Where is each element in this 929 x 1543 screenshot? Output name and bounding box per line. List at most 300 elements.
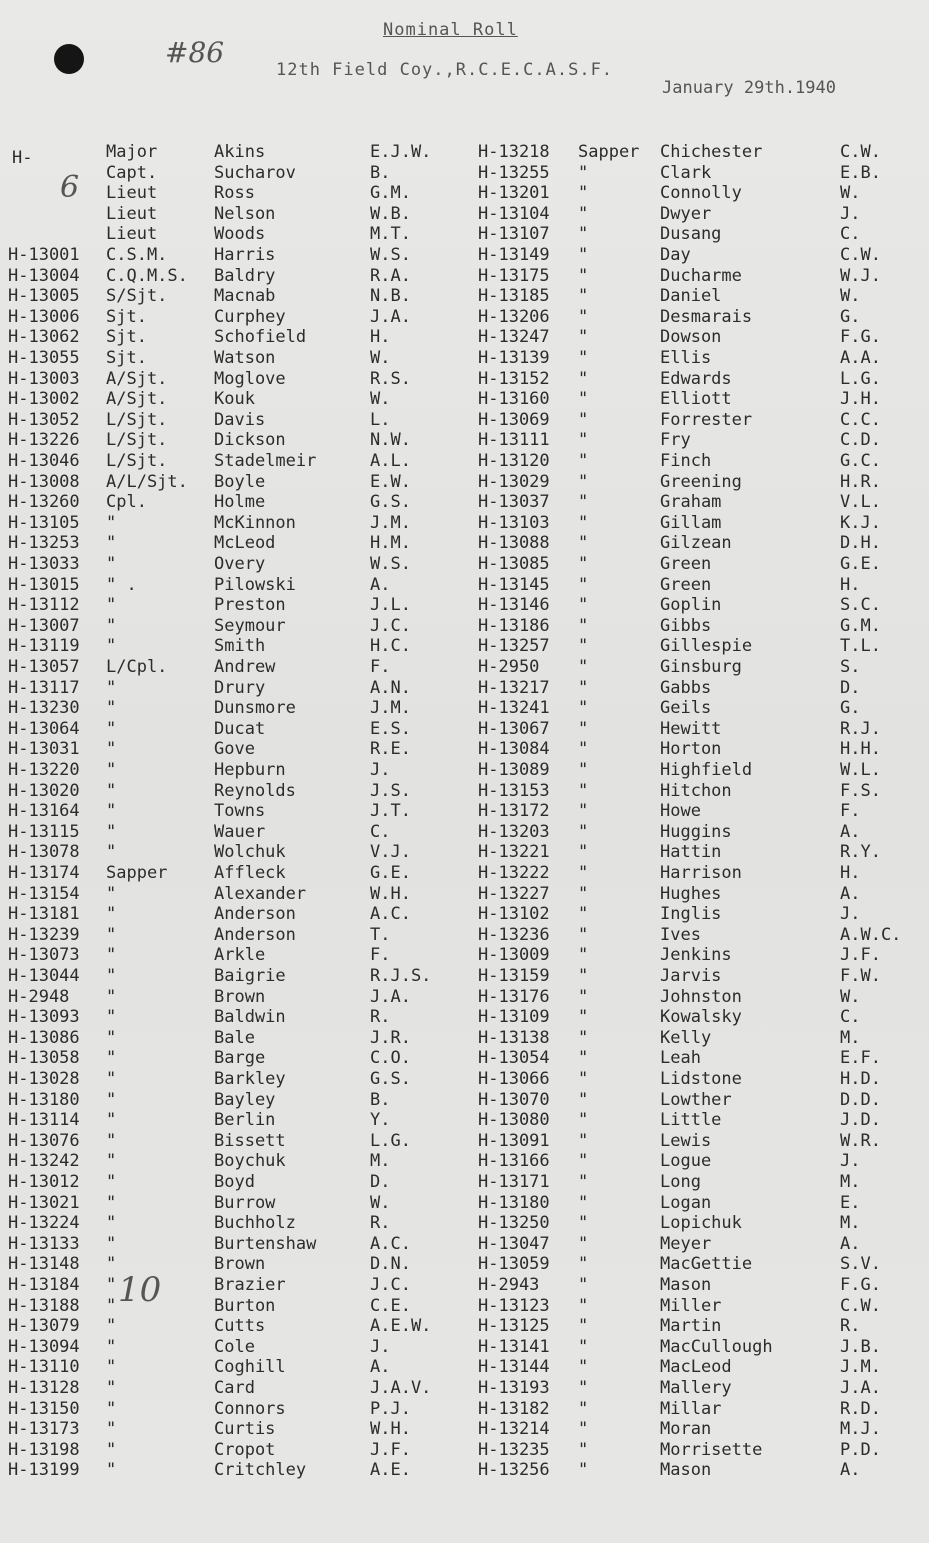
rank: "	[578, 945, 589, 966]
surname: Lopichuk	[660, 1213, 742, 1234]
roll-entry	[8, 1213, 468, 1234]
rank: A/Sjt.	[106, 389, 168, 410]
service-number: H-13117	[8, 677, 80, 698]
surname: Green	[660, 574, 712, 595]
initials: J.A.	[840, 1378, 881, 1398]
rank: "	[106, 1213, 117, 1234]
surname: Smith	[214, 636, 266, 657]
rank: "	[106, 1275, 117, 1295]
rank: "	[578, 409, 589, 430]
rank: Lieut	[106, 203, 158, 224]
roll-entry	[8, 1275, 468, 1296]
service-number: H-13199	[8, 1460, 80, 1481]
roll-entry	[478, 719, 918, 740]
initials: A.	[840, 1233, 861, 1254]
initials: W.	[840, 986, 861, 1007]
rank: "	[578, 1439, 589, 1460]
surname: Coghill	[214, 1357, 286, 1378]
service-number: H-13064	[8, 718, 80, 739]
rank: "	[578, 863, 589, 883]
roll-entry	[478, 430, 918, 451]
initials: C.	[840, 1007, 861, 1028]
roll-entry	[8, 389, 468, 410]
service-number: H-13007	[8, 615, 80, 636]
service-number: H-13047	[478, 1233, 550, 1254]
roll-entry	[8, 410, 468, 431]
roll-entry	[8, 678, 468, 699]
roll-entry	[478, 1378, 918, 1399]
service-number: H-13070	[478, 1089, 550, 1110]
initials: F.	[370, 657, 391, 677]
roll-entry	[478, 410, 918, 431]
rank: "	[578, 1295, 589, 1316]
roll-entry	[478, 245, 918, 266]
service-number: H-13226	[8, 430, 80, 451]
surname: Hepburn	[214, 760, 286, 780]
rank: A/Sjt.	[106, 368, 168, 389]
rank: "	[106, 1089, 117, 1110]
surname: Anderson	[214, 924, 296, 945]
rank: "	[106, 615, 117, 636]
rank: "	[578, 1336, 589, 1357]
initials: G.E.	[840, 554, 881, 574]
initials: B.	[370, 162, 391, 183]
surname: Geils	[660, 698, 712, 719]
initials: A.	[840, 821, 861, 842]
surname: Burton	[214, 1295, 276, 1316]
rank: "	[578, 615, 589, 636]
roll-entry	[478, 616, 918, 637]
roll-entry	[8, 1028, 468, 1049]
initials: J.F.	[370, 1439, 411, 1460]
roll-entry	[8, 966, 468, 987]
service-number: H-13227	[478, 883, 550, 904]
rank: "	[106, 945, 117, 966]
roll-entry	[8, 698, 468, 719]
rank: "	[106, 1419, 117, 1440]
surname: Hewitt	[660, 718, 722, 739]
initials: W.H.	[370, 1419, 411, 1440]
rank: Major	[106, 142, 158, 162]
service-number: H-13055	[8, 348, 80, 368]
roll-entry	[478, 1316, 918, 1337]
service-number: H-13046	[8, 451, 80, 471]
roll-entry	[478, 327, 918, 348]
initials: H.C.	[370, 636, 411, 657]
roll-entry	[478, 389, 918, 410]
surname: Reynolds	[214, 780, 296, 801]
surname: Sucharov	[214, 162, 296, 183]
initials: J.A.V.	[370, 1378, 432, 1398]
initials: R.E.	[370, 739, 411, 760]
rank: "	[106, 1069, 117, 1089]
surname: Jenkins	[660, 945, 732, 966]
initials: H.R.	[840, 471, 881, 492]
initials: W.	[840, 183, 861, 204]
roll-entry	[478, 595, 918, 616]
service-number: H-13146	[478, 595, 550, 616]
initials: H.	[840, 863, 861, 883]
roll-entry	[478, 1357, 918, 1378]
roll-entry	[478, 183, 918, 204]
roll-entry	[8, 884, 468, 905]
surname: Critchley	[214, 1460, 307, 1481]
initials: F.S.	[840, 780, 881, 801]
surname: Wolchuk	[214, 842, 286, 863]
initials: L.G.	[370, 1130, 411, 1151]
rank: C.Q.M.S.	[106, 265, 188, 286]
roll-entry	[8, 1357, 468, 1378]
rank: "	[578, 780, 589, 801]
roll-entry	[8, 595, 468, 616]
surname: Finch	[660, 451, 712, 471]
service-number: H-13235	[478, 1439, 550, 1460]
rank: "	[578, 1130, 589, 1151]
service-number: H-13184	[8, 1275, 80, 1295]
surname: Bale	[214, 1027, 255, 1048]
rank: "	[578, 966, 589, 986]
surname: Seymour	[214, 615, 286, 636]
initials: C.E.	[370, 1295, 411, 1316]
roll-entry	[478, 760, 918, 781]
initials: A.N.	[370, 677, 411, 698]
service-number: H-13133	[8, 1233, 80, 1254]
initials: D.H.	[840, 533, 881, 554]
initials: H.	[840, 574, 861, 595]
service-number: H-13174	[8, 863, 80, 883]
initials: A.A.	[840, 348, 881, 368]
rank: "	[578, 1460, 589, 1481]
service-number: H-13173	[8, 1419, 80, 1440]
initials: C.O.	[370, 1048, 411, 1069]
roll-entry	[8, 1048, 468, 1069]
service-number: H-13089	[478, 760, 550, 780]
initials: E.B.	[840, 162, 881, 183]
roll-entry	[478, 307, 918, 328]
surname: Horton	[660, 739, 722, 760]
rank: Sapper	[578, 142, 640, 162]
surname: Akins	[214, 142, 266, 162]
surname: Holme	[214, 492, 266, 513]
initials: D.	[370, 1172, 391, 1192]
service-number: H-13181	[8, 904, 80, 925]
service-number: H-13152	[478, 368, 550, 389]
service-number: H-13067	[478, 718, 550, 739]
service-number: H-13084	[478, 739, 550, 760]
service-number: H-13112	[8, 595, 80, 616]
initials: G.C.	[840, 451, 881, 471]
service-number: H-2948	[8, 986, 70, 1007]
service-number: H-13198	[8, 1439, 80, 1460]
surname: Bayley	[214, 1089, 276, 1110]
initials: K.J.	[840, 512, 881, 533]
service-number: H-13217	[478, 677, 550, 698]
roll-entry	[478, 945, 918, 966]
rank: "	[578, 389, 589, 410]
service-number: H-13221	[478, 842, 550, 863]
rank: "	[578, 368, 589, 389]
rank: "	[578, 1254, 589, 1275]
roll-entry	[8, 1419, 468, 1440]
surname: Macnab	[214, 286, 276, 307]
roll-entry	[478, 533, 918, 554]
roll-entry	[8, 369, 468, 390]
surname: Woods	[214, 224, 266, 245]
service-number: H-13004	[8, 265, 80, 286]
surname: Fry	[660, 430, 691, 451]
initials: M.	[370, 1151, 391, 1172]
roll-entry	[8, 1172, 468, 1193]
surname: Brown	[214, 1254, 266, 1275]
service-number: H-13250	[478, 1213, 550, 1234]
rank: Lieut	[106, 224, 158, 245]
service-number: H-13123	[478, 1295, 550, 1316]
roll-entry	[8, 1110, 468, 1131]
roll-entry	[478, 657, 918, 678]
surname: Martin	[660, 1316, 722, 1337]
surname: Greening	[660, 471, 742, 492]
service-number: H-2943	[478, 1275, 540, 1295]
initials: W.S.	[370, 245, 411, 265]
rank: "	[106, 698, 117, 719]
rank: Lieut	[106, 183, 158, 204]
roll-entry	[8, 822, 468, 843]
initials: A.E.	[370, 1460, 411, 1481]
service-number: H-13005	[8, 286, 80, 307]
service-number: H-13058	[8, 1048, 80, 1069]
surname: Ellis	[660, 348, 712, 368]
initials: V.J.	[370, 842, 411, 863]
surname: Goplin	[660, 595, 722, 616]
rank: "	[106, 1007, 117, 1028]
rank: Sjt.	[106, 306, 147, 327]
roll-entry	[478, 1028, 918, 1049]
roll-entry	[8, 1337, 468, 1358]
roll-entry	[8, 575, 468, 596]
surname: Elliott	[660, 389, 732, 410]
rank: "	[106, 842, 117, 863]
roll-entry	[8, 245, 468, 266]
initials: M.J.	[840, 1419, 881, 1440]
initials: R.	[840, 1316, 861, 1337]
initials: C.	[840, 224, 861, 245]
roll-entry	[8, 1131, 468, 1152]
surname: Dowson	[660, 327, 722, 348]
roll-entry	[478, 1399, 918, 1420]
roll-entry	[478, 224, 918, 245]
roll-entry	[478, 1131, 918, 1152]
roll-entry	[8, 801, 468, 822]
rank: "	[578, 183, 589, 204]
surname: Graham	[660, 492, 722, 513]
roll-entry	[478, 739, 918, 760]
service-number: H-13153	[478, 780, 550, 801]
service-number: H-13182	[478, 1398, 550, 1419]
surname: Ross	[214, 183, 255, 204]
roll-entry	[478, 1419, 918, 1440]
roll-entry	[478, 1275, 918, 1296]
rank: "	[578, 801, 589, 822]
roll-entry	[8, 1378, 468, 1399]
service-number: H-13111	[478, 430, 550, 451]
surname: Kowalsky	[660, 1007, 742, 1028]
service-number: H-13093	[8, 1007, 80, 1028]
service-number: H-13094	[8, 1336, 80, 1357]
surname: Pilowski	[214, 574, 296, 595]
roll-entry	[8, 1296, 468, 1317]
service-number: H-13138	[478, 1027, 550, 1048]
rank: "	[578, 162, 589, 183]
roll-entry	[8, 1151, 468, 1172]
rank: A/L/Sjt.	[106, 471, 188, 492]
surname: Long	[660, 1172, 701, 1192]
surname: Lidstone	[660, 1069, 742, 1089]
rank: "	[578, 471, 589, 492]
service-number: H-13107	[478, 224, 550, 245]
surname: Morrisette	[660, 1439, 763, 1460]
initials: D.D.	[840, 1089, 881, 1110]
surname: Leah	[660, 1048, 701, 1069]
service-number: H-13186	[478, 615, 550, 636]
rank: "	[578, 286, 589, 307]
roll-entry	[8, 760, 468, 781]
service-number: H-13069	[478, 409, 550, 430]
initials: J.D.	[840, 1110, 881, 1131]
initials: E.W.	[370, 471, 411, 492]
surname: McLeod	[214, 533, 276, 554]
rank: C.S.M.	[106, 245, 168, 265]
surname: Ducharme	[660, 265, 742, 286]
roll-entry	[8, 719, 468, 740]
surname: Cutts	[214, 1316, 266, 1337]
surname: Card	[214, 1378, 255, 1398]
rank: "	[106, 739, 117, 760]
roll-entry	[8, 554, 468, 575]
document-date: January 29th.1940	[662, 78, 836, 98]
initials: R.Y.	[840, 842, 881, 863]
surname: Preston	[214, 595, 286, 616]
initials: A.C.	[370, 1233, 411, 1254]
rank: "	[106, 1316, 117, 1337]
rank: L/Cpl.	[106, 657, 168, 677]
rank: "	[578, 1192, 589, 1213]
service-number: H-13145	[478, 574, 550, 595]
surname: Curphey	[214, 306, 286, 327]
roll-entry	[478, 678, 918, 699]
initials: R.S.	[370, 368, 411, 389]
roll-entry	[478, 492, 918, 513]
initials: W.S.	[370, 554, 411, 574]
rank: "	[578, 492, 589, 513]
initials: J.M.	[370, 698, 411, 719]
rank: "	[106, 966, 117, 986]
rank: "	[106, 1192, 117, 1213]
roll-entry	[478, 1110, 918, 1131]
service-number: H-13159	[478, 966, 550, 986]
surname: Edwards	[660, 368, 732, 389]
rank: "	[578, 883, 589, 904]
initials: M.	[840, 1027, 861, 1048]
initials: J.T.	[370, 801, 411, 822]
initials: D.	[840, 677, 861, 698]
surname: Logan	[660, 1192, 712, 1213]
initials: C.W.	[840, 245, 881, 265]
rank: "	[578, 904, 589, 925]
roll-entry	[478, 575, 918, 596]
roll-entry	[478, 636, 918, 657]
rank: "	[578, 718, 589, 739]
roll-entry	[478, 698, 918, 719]
surname: Jarvis	[660, 966, 722, 986]
rank: "	[578, 1357, 589, 1378]
initials: M.T.	[370, 224, 411, 245]
roll-entry	[8, 1460, 468, 1481]
rank: "	[578, 574, 589, 595]
service-number: H-13203	[478, 821, 550, 842]
service-number: H-13033	[8, 554, 80, 574]
roll-entry	[478, 554, 918, 575]
service-number: H-13102	[478, 904, 550, 925]
service-number: H-13201	[478, 183, 550, 204]
surname: Stadelmeir	[214, 451, 317, 471]
service-number: H-13253	[8, 533, 80, 554]
rank: "	[578, 245, 589, 265]
surname: Dusang	[660, 224, 722, 245]
rank: "	[106, 1048, 117, 1069]
initials: G.M.	[840, 615, 881, 636]
rank: "	[106, 1378, 117, 1398]
surname: Barkley	[214, 1069, 286, 1089]
roll-entry	[8, 163, 468, 184]
initials: W.B.	[370, 203, 411, 224]
surname: Barge	[214, 1048, 266, 1069]
rank: "	[578, 533, 589, 554]
surname: Hughes	[660, 883, 722, 904]
service-number: H-13230	[8, 698, 80, 719]
service-number: H-13214	[478, 1419, 550, 1440]
initials: S.C.	[840, 595, 881, 616]
roll-entry	[478, 842, 918, 863]
initials: J.M.	[370, 512, 411, 533]
roll-entry	[8, 945, 468, 966]
service-number: H-13175	[478, 265, 550, 286]
roll-entry	[478, 781, 918, 802]
service-number: H-13059	[478, 1254, 550, 1275]
rank: " .	[106, 574, 137, 595]
surname: MacLeod	[660, 1357, 732, 1378]
surname: Boyd	[214, 1172, 255, 1192]
roll-entry	[478, 801, 918, 822]
surname: Watson	[214, 348, 276, 368]
roll-entry	[478, 1337, 918, 1358]
service-number: H-13044	[8, 966, 80, 986]
initials: G.S.	[370, 492, 411, 513]
initials: T.	[370, 924, 391, 945]
service-number: H-13062	[8, 327, 80, 348]
service-number: H-13222	[478, 863, 550, 883]
surname: Little	[660, 1110, 722, 1131]
rank: "	[578, 1233, 589, 1254]
rank: "	[106, 636, 117, 657]
initials: F.	[370, 945, 391, 966]
initials: N.B.	[370, 286, 411, 307]
surname: Johnston	[660, 986, 742, 1007]
service-number: H-13066	[478, 1069, 550, 1089]
surname: Howe	[660, 801, 701, 822]
initials: E.	[840, 1192, 861, 1213]
surname: Gabbs	[660, 677, 712, 698]
service-number: H-13091	[478, 1130, 550, 1151]
